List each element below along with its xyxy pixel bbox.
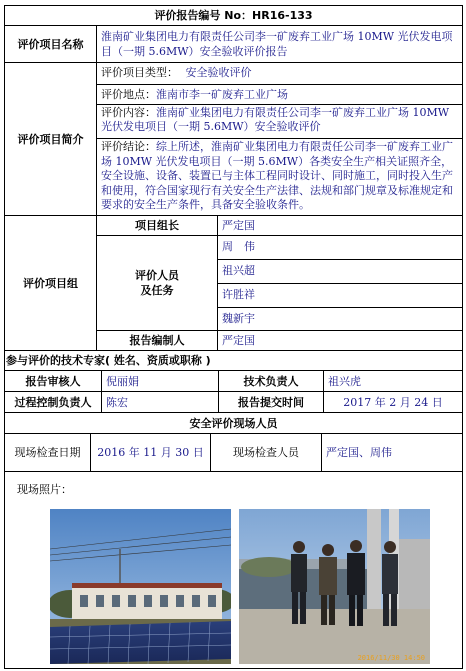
project-type-label: 评价项目类型： [101,66,178,79]
team-leader-row [97,216,462,236]
report-form [4,5,463,669]
site-photo-inspectors [239,509,430,664]
site-people-label: 现场检查人员 [211,434,322,471]
team-details [97,216,462,350]
team-member-item: 魏新宇 [222,312,255,325]
project-place-label: 评价地点： [101,88,156,101]
project-conclusion-line [97,139,462,215]
team-label: 评价项目组 [5,216,97,350]
tech-lead-value: 祖兴虎 [328,374,361,388]
process-label: 过程控制负责人 [5,392,102,412]
report-number: 评价报告编号 No：HR16-133 [154,9,313,22]
team-writer-label: 报告编制人 [97,331,218,350]
project-type-line [97,63,462,85]
reviewer-value: 倪丽娟 [102,371,219,391]
submit-date-value: 2017 年 2 月 24 日 [343,395,443,409]
process-row [5,392,462,413]
project-intro-label: 评价项目简介 [5,63,97,215]
project-intro-details [97,63,462,215]
experts-row [5,351,462,371]
photos-area [5,472,462,668]
project-name-value: 淮南矿业集团电力有限责任公司李一矿废弃工业广场 10MW 光伏发电项目（一期 5.6MW）安全验收评价报告 [101,30,453,58]
team-leader-value: 严定国 [222,219,255,232]
report-number-row [5,6,462,26]
site-date-value: 2016 年 11 月 30 日 [91,434,211,471]
site-section-title-row [5,413,462,434]
team-member-item: 祖兴超 [218,260,462,284]
site-section-title: 安全评价现场人员 [189,416,278,430]
team-writer-row [97,331,462,350]
photo-timestamp: 2016/11/30 14:50 [357,654,425,662]
project-conclusion-value: 综上所述，淮南矿业集团电力有限责任公司李一矿废弃工业广场 10MW 光伏发电项目（一期 5.6MW）各类安全生产相关证照齐全，安全设施、设备、装置已与主体工程同时设计、同时施工，同时投入生产和使用，符合国家现行有关安全生产法律、法规和部门规章及标准规定和要求的安全生产条件，具备安全验收条件。 [101,140,453,211]
team-writer-value: 严定国 [222,334,255,347]
project-content-value: 淮南矿业集团电力有限责任公司李一矿废弃工业广场 10MW 光伏发电项目（一期 5.6MW）安全验收评价 [101,106,450,133]
site-people-value: 严定国、周伟 [326,446,392,459]
tech-lead-label: 技术负责人 [219,371,324,391]
team-member-item: 周 伟 [218,236,462,260]
project-content-label: 评价内容： [101,106,156,119]
project-intro-row [5,63,462,216]
experts-label: 参与评价的技术专家( 姓名、资质或职称 ) [6,354,211,367]
project-content-line [97,105,462,139]
reviewer-label: 报告审核人 [5,371,102,391]
project-conclusion-label: 评价结论： [101,140,156,153]
process-value: 陈宏 [102,392,219,412]
solar-panels-image [50,509,231,664]
submit-date-label: 报告提交时间 [219,392,324,412]
project-place-line [97,85,462,105]
project-type-value: 安全验收评价 [185,66,252,79]
photos-label: 现场照片： [17,483,72,496]
team-leader-label: 项目组长 [97,216,218,235]
reviewer-row [5,371,462,392]
project-name-row [5,26,462,63]
site-date-label: 现场检查日期 [5,434,91,471]
project-name-label: 评价项目名称 [5,26,97,62]
site-photo-solar-panels [50,509,231,664]
site-row [5,434,462,472]
team-row [5,216,462,351]
team-members-block [97,236,462,331]
team-member-item: 许胜祥 [218,284,462,308]
team-members-label: 评价人员 及任务 [97,236,218,330]
inspectors-image [239,509,430,664]
team-members-list [218,236,462,331]
project-place-value: 淮南市李一矿废弃工业广场 [156,88,288,101]
